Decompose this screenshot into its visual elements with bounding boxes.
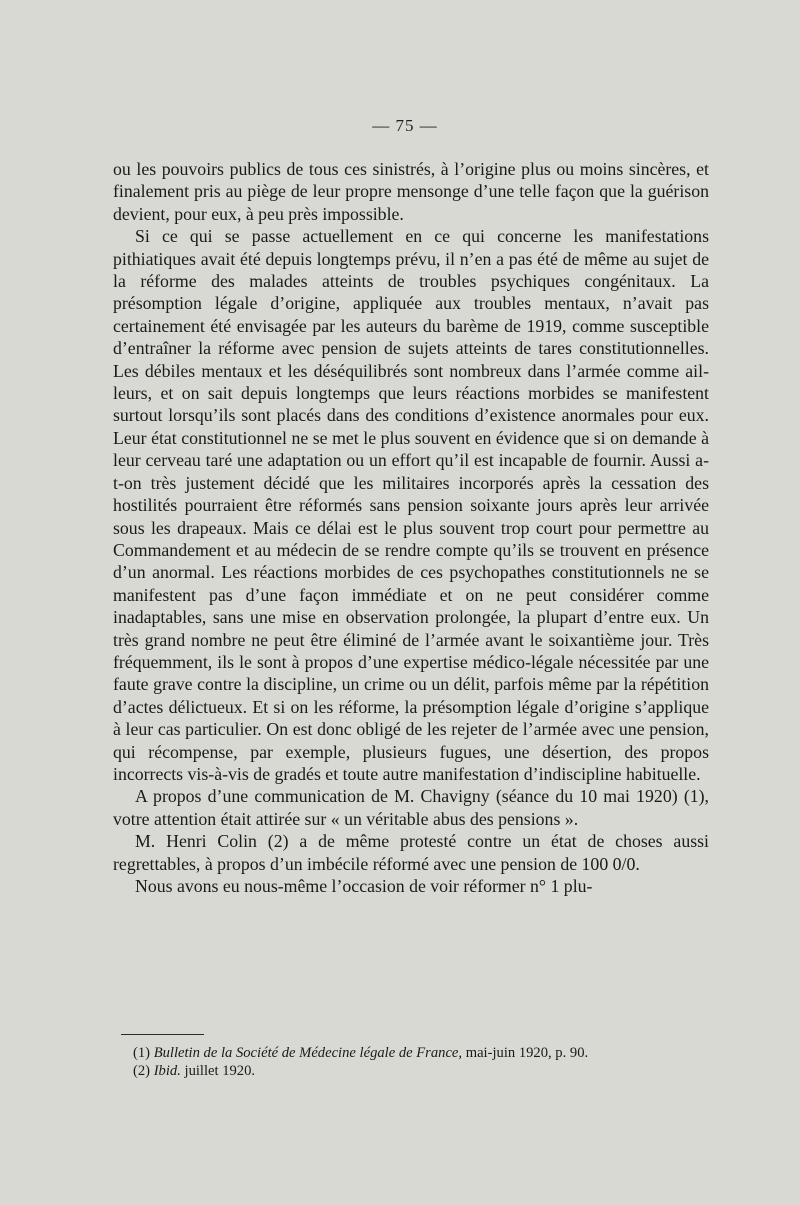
footnote-source: Ibid. — [153, 1063, 181, 1079]
paragraph: A propos d’une communication de M. Chavigny (séance du 10 mai 1920) (1), votre attention était attirée sur « un véritable abus des pensions ». — [113, 786, 709, 829]
footnotes — [113, 1044, 709, 1080]
footnote-source: Bulletin de la Société de Médecine légale de France, — [153, 1045, 463, 1061]
footnote — [113, 1062, 709, 1080]
page-number: — 75 — — [372, 116, 438, 135]
footnote — [113, 1044, 709, 1062]
footnote-detail: mai-juin 1920, p. 90. — [465, 1045, 589, 1061]
footnote-marker: (1) — [133, 1045, 151, 1061]
footnote-detail: juillet 1920. — [184, 1063, 256, 1079]
footnote-marker: (2) — [133, 1063, 151, 1079]
paragraph: Nous avons eu nous-même l’occasion de voir réformer n° 1 plu- — [135, 876, 593, 896]
body-text — [113, 158, 709, 897]
paragraph: ou les pouvoirs publics de tous ces sinistrés, à l’origine plus ou moins sincères, et finalement pris au piège de leur propre mensonge d’une telle façon que la guérison devient, pour eux, à peu près impossible. — [113, 159, 709, 224]
footnote-divider — [121, 1034, 204, 1035]
paragraph: Si ce qui se passe actuellement en ce qui concerne les manifestations pithiatiques avait été depuis longtemps prévu, il n’en a pas été de même au sujet de la réforme des malades atteints de troubles psychiques congénitaux. La présomption légale d’origine, appliquée aux troubles mentaux, n’avait pas certainement été envisagée par les auteurs du barème de 1919, comme susceptible d’entraîner la réforme avec pension de sujets atteints de tares constitutionnelles. Les débiles mentaux et les déséquilibrés sont nombreux dans l’armée comme ailleurs, et on sait depuis longtemps que leurs réactions morbides se manifestent surtout lorsqu’ils sont placés dans des conditions d’existence anormales pour eux. Leur état constitutionnel ne se met le plus souvent en évidence que si on demande à leur cerveau taré une adaptation ou un effort qu’il est incapable de fournir. Aussi a-t-on très justement décidé que les militaires incorporés après la cessation des hostilités pourraient être réformés sans pension soixante jours après leur arrivée sous les drapeaux. Mais ce délai est le plus souvent trop court pour permettre au Commandement et au médecin de se rendre compte qu’ils se trouvent en présence d’un anormal. Les réactions morbides de ces psychopathes constitutionnels ne se manifestent pas d’une façon immédiate et on ne peut considérer comme inadaptables, sans une mise en observation prolongée, la plupart d’entre eux. Un très grand nombre ne peut être éliminé de l’armée avant le soixantième jour. Très fréquemment, ils le sont à propos d’une expertise médico-légale nécessitée par une faute grave contre la discipline, un crime ou un délit, parfois même par la répétition d’actes délictueux. Et si on les réforme, la présomption légale d’origine s’applique à leur cas particulier. On est donc obligé de les rejeter de l’armée avec une pension, qui récompense, par exemple, plusieurs fugues, une désertion, des propos incorrects vis-à-vis de gradés et toute autre manifestation d’indiscipline habituelle. — [113, 226, 709, 784]
paragraph: M. Henri Colin (2) a de même protesté contre un état de choses aussi regrettables, à propos d’un imbécile réformé avec une pension de 100 0/0. — [113, 831, 709, 874]
